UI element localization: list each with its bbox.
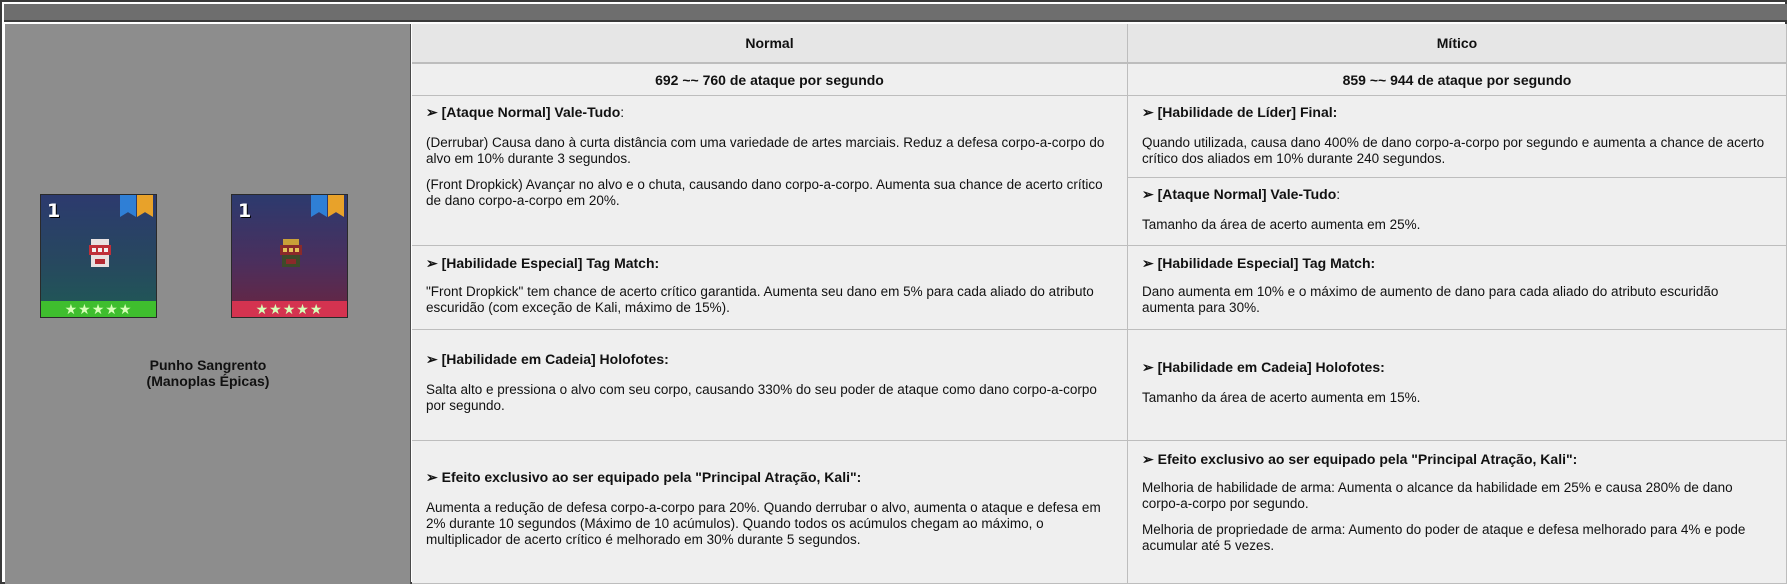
- normal-block-exclusive: [412, 441, 1128, 584]
- weapon-name: [5, 357, 411, 389]
- block-title: ➢ [Habilidade em Cadeia] Holofotes:: [1142, 359, 1385, 375]
- level-badge: 1: [238, 200, 252, 222]
- normal-block-chain: [412, 330, 1128, 441]
- mythic-block-leader: [1128, 96, 1787, 178]
- normal-block-special: [412, 246, 1128, 330]
- header-mythic: Mítico: [1128, 24, 1787, 64]
- block-title: ➢ [Habilidade em Cadeia] Holofotes:: [426, 351, 669, 367]
- weapon-info-panel: [5, 24, 411, 584]
- orange-flag-icon: [137, 195, 153, 217]
- mythic-block-basic-attack: [1128, 178, 1787, 246]
- block-title: ➢ Efeito exclusivo ao ser equipado pela "Principal Atração, Kali":: [1142, 451, 1578, 467]
- attack-mythic: 859 ~~ 944 de ataque por segundo: [1128, 64, 1787, 96]
- weapon-icon-normal: [40, 194, 157, 318]
- table-top-bar: [4, 4, 1787, 22]
- block-paragraph: Salta alto e pressiona o alvo com seu corpo, causando 330% do seu poder de ataque como dano corpo-a-corpo por segundo.: [426, 382, 1097, 413]
- weapon-name-line2: (Manoplas Épicas): [146, 373, 270, 389]
- block-title: ➢ [Habilidade de Líder] Final:: [1142, 104, 1338, 120]
- normal-block-basic-attack: [412, 96, 1128, 246]
- block-paragraph: Aumenta a redução de defesa corpo-a-corpo para 20%. Quando derrubar o alvo, aumenta o ataque e defesa em 2% durante 10 segundos (Máximo de 10 acúmulos). Quando todos os acúmulos chegam ao máximo, o multiplicador de acerto crítico é melhorado em 30% durante 5 segundos.: [426, 500, 1101, 547]
- tag-flags: [120, 195, 153, 217]
- block-paragraph: (Derrubar) Causa dano à curta distância com uma variedade de artes marciais. Reduz a defesa corpo-a-corpo do alvo em 10% durante 3 segundos.: [426, 135, 1105, 166]
- block-title: ➢ [Ataque Normal] Vale-Tudo:: [1142, 186, 1341, 202]
- block-paragraph: Dano aumenta em 10% e o máximo de aumento de dano para cada aliado do atributo escuridão aumenta para 30%.: [1142, 284, 1719, 315]
- mythic-block-special: [1128, 246, 1787, 330]
- level-badge: 1: [47, 200, 61, 222]
- weapon-icon-mythic: [231, 194, 348, 318]
- header-normal: Normal: [412, 24, 1128, 64]
- weapon-name-line1: Punho Sangrento: [149, 357, 267, 373]
- mythic-block-chain: [1128, 330, 1787, 441]
- blue-flag-icon: [120, 195, 136, 217]
- block-title: ➢ [Ataque Normal] Vale-Tudo:: [426, 104, 625, 120]
- block-paragraph: Melhoria de habilidade de arma: Aumenta o alcance da habilidade em 25% e causa 280% de dano corpo-a-corpo por segundo.: [1142, 480, 1733, 511]
- star-rating: ★★★★★: [232, 301, 347, 317]
- orange-flag-icon: [328, 195, 344, 217]
- block-title: ➢ [Habilidade Especial] Tag Match:: [426, 255, 660, 271]
- star-rating: ★★★★★: [41, 301, 156, 317]
- blue-flag-icon: [311, 195, 327, 217]
- block-paragraph: Tamanho da área de acerto aumenta em 25%.: [1142, 217, 1421, 232]
- block-paragraph: Tamanho da área de acerto aumenta em 15%.: [1142, 390, 1421, 405]
- tag-flags: [311, 195, 344, 217]
- mythic-block-exclusive: [1128, 441, 1787, 584]
- block-paragraph: Melhoria de propriedade de arma: Aumento do poder de ataque e defesa melhorado para 4% e pode acumular até 5 vezes.: [1142, 522, 1746, 553]
- attack-normal: 692 ~~ 760 de ataque por segundo: [412, 64, 1128, 96]
- gauntlet-icon: [87, 237, 113, 271]
- block-title: ➢ [Habilidade Especial] Tag Match:: [1142, 255, 1376, 271]
- block-title: ➢ Efeito exclusivo ao ser equipado pela "Principal Atração, Kali":: [426, 469, 862, 485]
- block-paragraph: Quando utilizada, causa dano 400% de dano corpo-a-corpo por segundo e aumenta a chance de acerto crítico dos aliados em 10% durante 240 segundos.: [1142, 135, 1765, 166]
- block-paragraph: (Front Dropkick) Avançar no alvo e o chuta, causando dano corpo-a-corpo. Aumenta sua chance de acerto crítico de dano corpo-a-corpo em 20%.: [426, 177, 1103, 208]
- block-paragraph: "Front Dropkick" tem chance de acerto crítico garantida. Aumenta seu dano em 5% para cada aliado do atributo escuridão (com exceção de Kali, máximo de 15%).: [426, 284, 1094, 315]
- gauntlet-icon: [278, 237, 304, 271]
